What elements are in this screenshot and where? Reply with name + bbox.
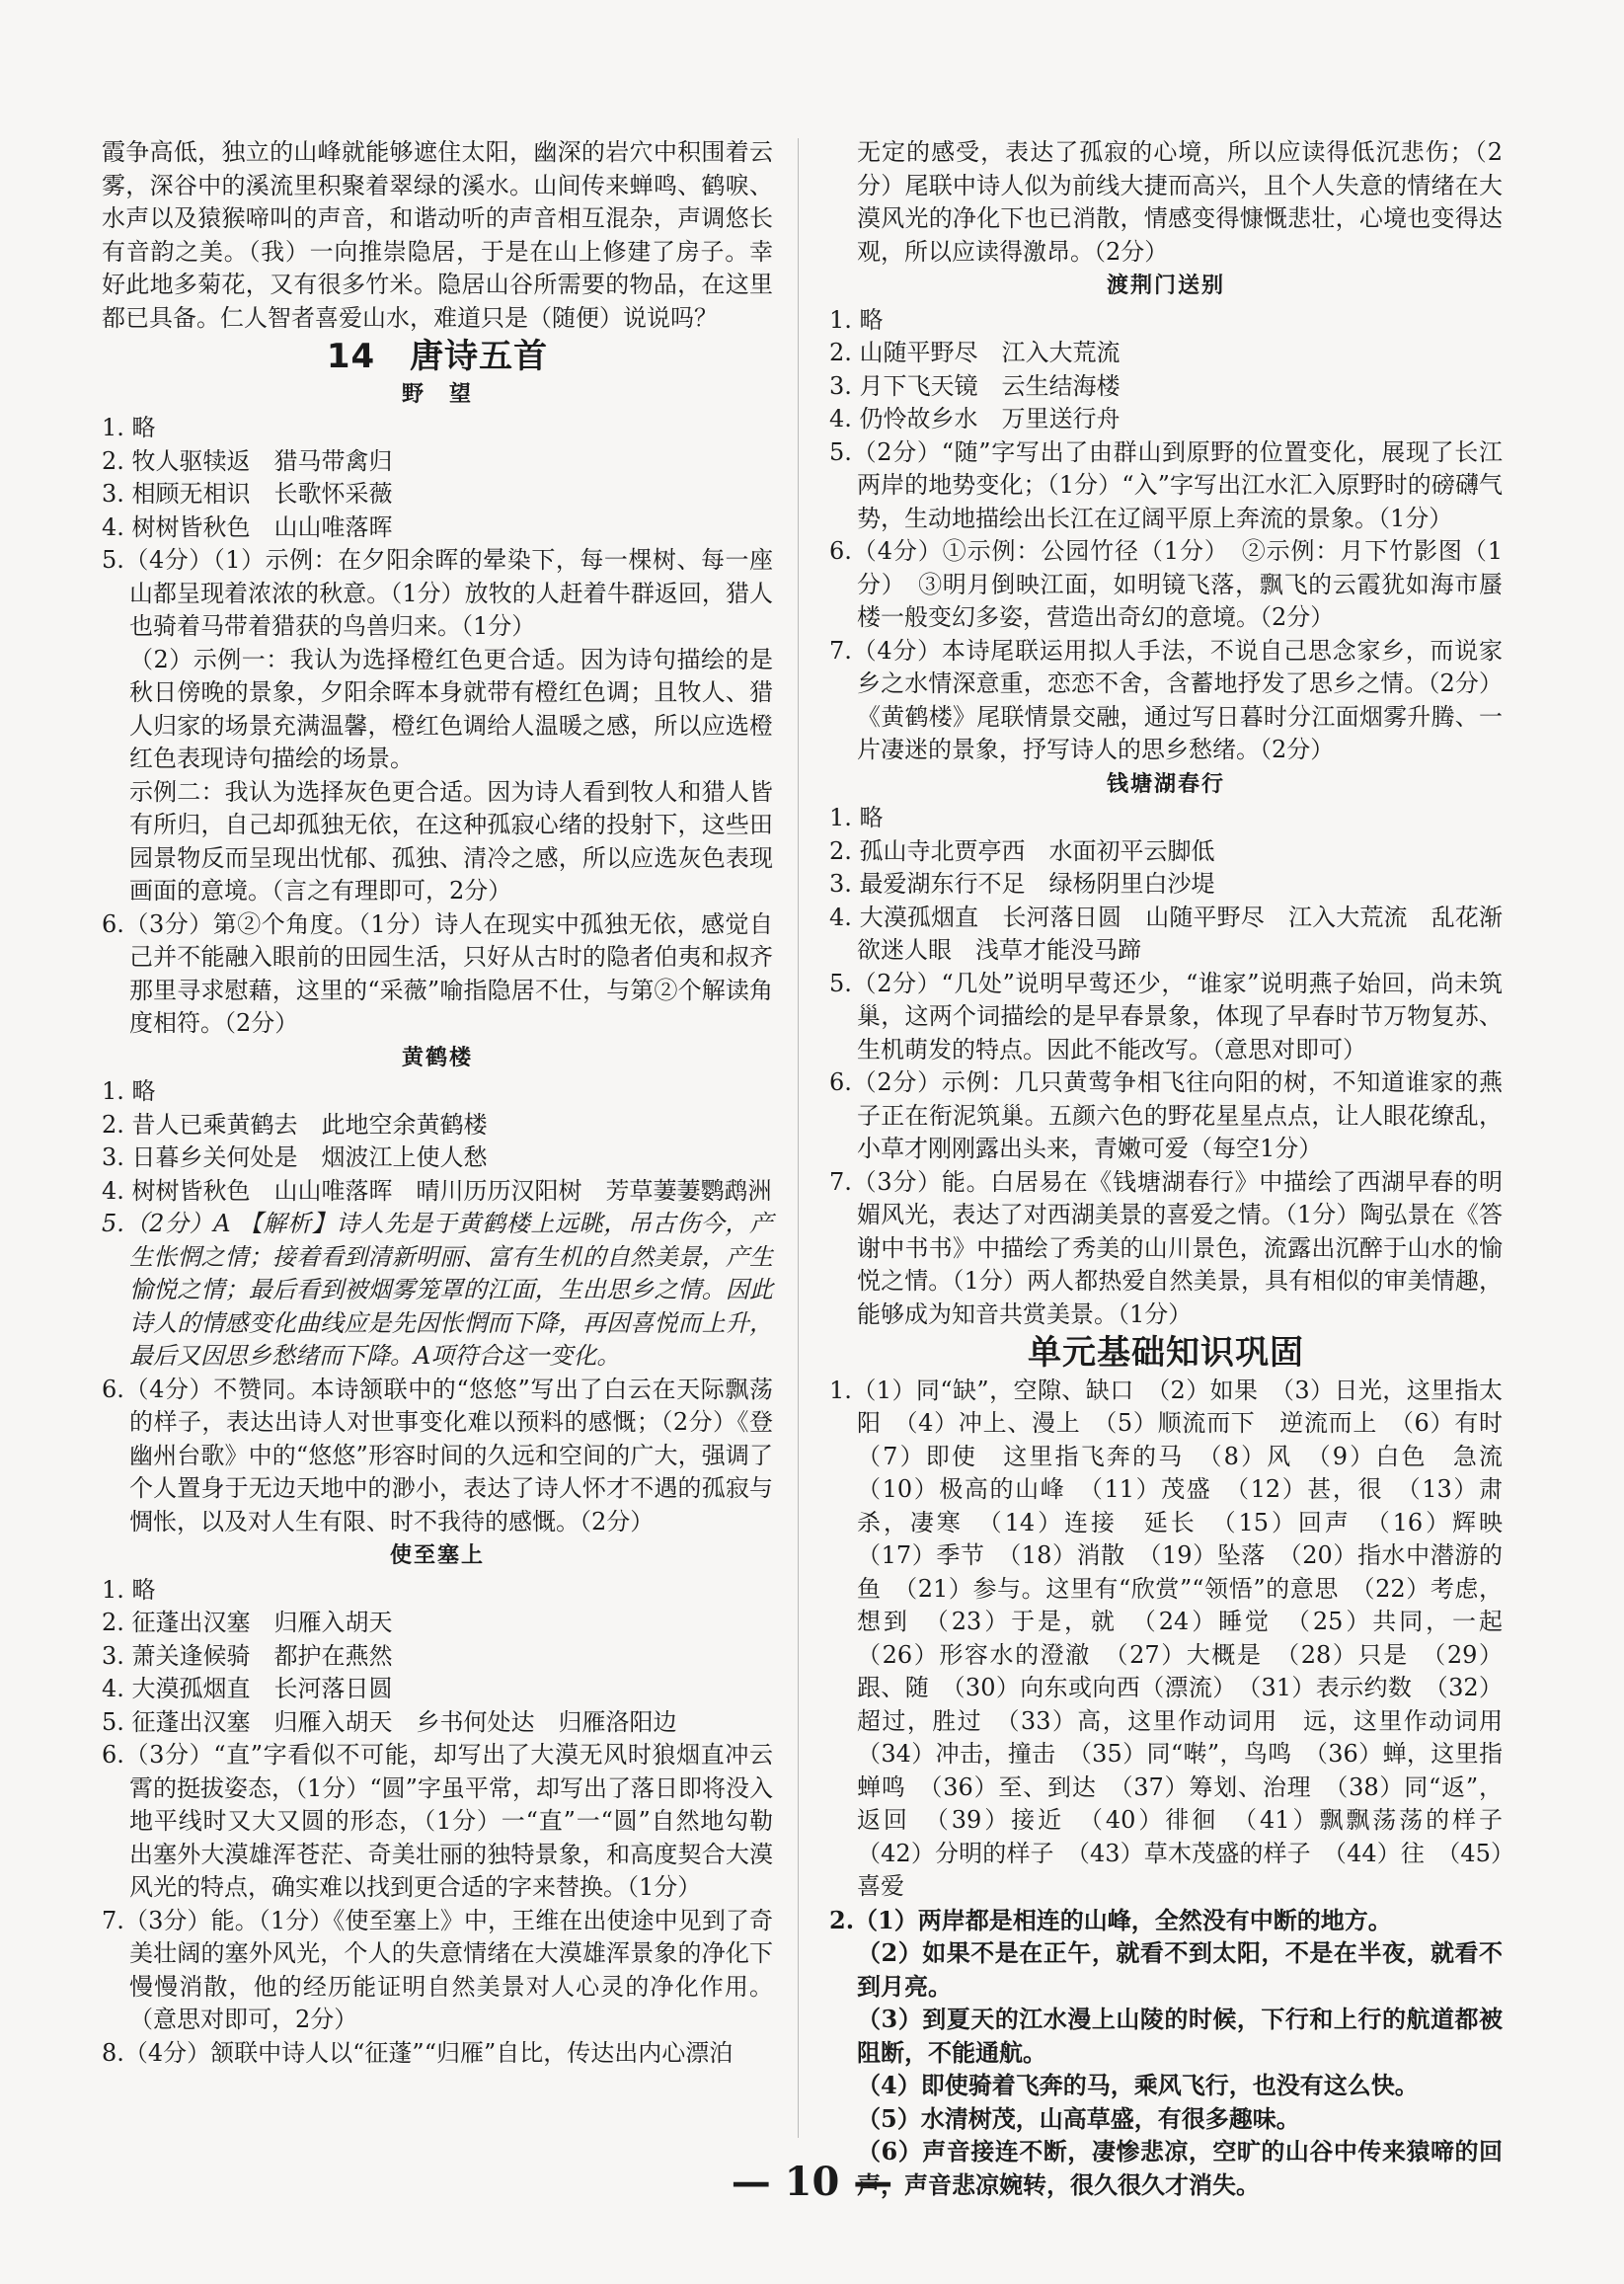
answer-item: 示例二：我认为选择灰色更合适。因为诗人看到牧人和猎人皆有所归，自己却孤独无依，在这种孤寂心绪的投射下，这些田园景物反而呈现出忧郁、孤独、清冷之感，所以应选灰色表现画面的意境。（言之有理即可，2分） xyxy=(129,777,773,905)
answer-item: （2）示例一：我认为选择橙红色更合适。因为诗句描绘的是秋日傍晚的景象，夕阳余晖本身就带有橙红色调；且牧人、猎人归家的场景充满温馨，橙红色调给人温暖之感，所以应选橙红色表现诗句描绘的场景。 xyxy=(129,645,773,772)
answer-item: 5. 征蓬出汉塞 归雁入胡天 乡书何处达 归雁洛阳边 xyxy=(102,1707,677,1736)
poem-title-dujingmen: 渡荆门送别 xyxy=(1106,274,1225,298)
answer-item: 8.（4分）颔联中诗人以“征蓬”“归雁”自比，传达出内心漂泊 xyxy=(102,2038,734,2067)
answer-item: 无定的感受，表达了孤寂的心境，所以应读得低沉悲伤；（2分）尾联中诗人似为前线大捷而高兴，且个人失意的情绪在大漠风光的净化下也已消散，情感变得慷慨悲壮，心境也变得达观，所以应读得激昂。（2分） xyxy=(857,138,1503,266)
answer-item: 1. 略 xyxy=(102,1077,156,1105)
answer-item: 2. 山随平野尽 江入大荒流 xyxy=(829,339,1121,366)
answer-item: 5.（2分）A 【解析】诗人先是于黄鹤楼上远眺，吊古伤今，产生怅惘之情；接着看到清新明丽、富有生机的自然美景，产生愉悦之情；最后看到被烟雾笼罩的江面，生出思乡之情。因此诗人的情感变化曲线应是先因怅惘而下降，再因喜悦而上升，最后又因思乡愁绪而下降。A项符合这一变化。 xyxy=(102,1210,773,1370)
answer-item: （5）水清树茂，山高草盛，有很多趣味。 xyxy=(857,2103,1300,2133)
page-number: — 10 — xyxy=(731,2159,893,2205)
answer-item: 4. 大漠孤烟直 长河落日圆 山随平野尽 江入大荒流 乱花渐欲迷人眼 浅草才能没马蹄 xyxy=(829,903,1503,964)
answer-item: 3. 日暮乡关何处是 烟波江上使人愁 xyxy=(102,1143,488,1171)
answer-item: 3. 月下飞天镜 云生结海楼 xyxy=(829,371,1121,400)
answer-item: （4）即使骑着飞奔的马，乘风飞行，也没有这么快。 xyxy=(857,2071,1419,2099)
intro-paragraph: 霞争高低，独立的山峰就能够遮住太阳，幽深的岩穴中积围着云雾，深谷中的溪流里积聚着翠绿的溪水。山间传来蝉鸣、鹤唳、水声以及猿猴啼叫的声音，和谐动听的声音相互混杂，声调悠长有音韵之美。（我）一向推崇隐居，于是在山上修建了房子。幸好此地多菊花，又有很多竹米。隐居山谷所需要的物品，在这里都已具备。仁人智者喜爱山水，难道只是（随便）说说吗？ xyxy=(102,138,773,332)
poem-title-huanghelou: 黄鹤楼 xyxy=(401,1045,473,1070)
right-column xyxy=(829,136,1526,2201)
left-column xyxy=(102,136,773,2070)
answer-item: 2. 牧人驱犊返 猎马带禽归 xyxy=(102,446,393,475)
answer-item: 7.（3分）能。白居易在《钱塘湖春行》中描绘了西湖早春的明媚风光，表达了对西湖美景的喜爱之情。（1分）陶弘景在《答谢中书书》中描绘了秀美的山川景色，流露出沉醉于山水的愉悦之情。（1分）两人都热爱自然美景，具有相似的审美情趣，能够成为知音共赏美景。（1分） xyxy=(829,1167,1503,1328)
answer-item: 4. 仍怜故乡水 万里送行舟 xyxy=(829,405,1121,433)
answer-item: 5.（2分）“随”字写出了由群山到原野的位置变化，展现了长江两岸的地势变化；（1分）“入”字写出江水汇入原野时的磅礴气势，生动地描绘出长江在辽阔平原上奔流的景象。（1分） xyxy=(829,437,1503,532)
answer-item: 3. 相顾无相识 长歌怀采薇 xyxy=(102,480,393,508)
answer-item: 2. 昔人已乘黄鹤去 此地空余黄鹤楼 xyxy=(102,1110,488,1139)
answer-item: 6.（4分）不赞同。本诗颔联中的“悠悠”写出了白云在天际飘荡的样子，表达出诗人对世事变化难以预料的感慨；（2分）《登幽州台歌》中的“悠悠”形容时间的久远和空间的广大，强调了个人置身于无边天地中的渺小，表达了诗人怀才不遇的孤寂与惆怅，以及对人生有限、时不我待的感慨。（2分） xyxy=(102,1375,773,1536)
answer-item: 2.（1）两岸都是相连的山峰，全然没有中断的地方。 xyxy=(829,1905,1392,1934)
answer-item: 2. 孤山寺北贾亭西 水面初平云脚低 xyxy=(829,836,1215,865)
column-divider xyxy=(798,138,799,2138)
answer-item: 1. 略 xyxy=(102,414,156,441)
answer-item: 4. 树树皆秋色 山山唯落晖 晴川历历汉阳树 芳草萋萋鹦鹉洲 xyxy=(102,1176,772,1205)
answer-item: 3. 最爱湖东行不足 绿杨阴里白沙堤 xyxy=(829,870,1215,898)
answer-item: （6）声音接连不断，凄惨悲凉，空旷的山谷中传来猿啼的回声，声音悲凉婉转，很久很久才消失。 xyxy=(857,2137,1503,2199)
answer-item: 1. 略 xyxy=(829,305,884,334)
answer-item: 6.（2分）示例：几只黄莺争相飞往向阳的树，不知道谁家的燕子正在衔泥筑巢。五颜六色的野花星星点点，让人眼花缭乱，小草才刚刚露出头来，青嫩可爱（每空1分） xyxy=(829,1068,1503,1162)
answer-item: 5.（2分）“几处”说明早莺还少，“谁家”说明燕子始回，尚未筑巢，这两个词描绘的是早春景象，体现了早春时节万物复苏、生机萌发的特点。因此不能改写。（意思对即可） xyxy=(829,969,1503,1063)
unit-review-heading: 单元基础知识巩固 xyxy=(1028,1333,1304,1373)
answer-item: 3. 萧关逢候骑 都护在燕然 xyxy=(102,1641,393,1670)
poem-title-qiantang: 钱塘湖春行 xyxy=(1106,771,1225,797)
answer-item: 1. 略 xyxy=(829,804,884,831)
answer-item: 5.（4分）（1）示例：在夕阳余晖的晕染下，每一棵树、每一座山都呈现着浓浓的秋意。（1分）放牧的人赶着牛群返回，猎人也骑着马带着猎获的鸟兽归来。（1分） xyxy=(102,546,773,640)
answer-item: 6.（4分）①示例：公园竹径（1分） ②示例：月下竹影图（1分） ③明月倒映江面，如明镜飞落，飘飞的云霞犹如海市蜃楼一般变幻多姿，营造出奇幻的意境。（2分） xyxy=(829,537,1503,631)
poem-title-shizhisaishang: 使至塞上 xyxy=(389,1543,485,1568)
answer-item: 1.（1）同“缺”，空隙、缺口 （2）如果 （3）日光，这里指太阳 （4）冲上、漫上 （5）顺流而下 逆流而上 （6）有时 （7）即使 这里指飞奔的马 （8）风 （9）白色 急流 （10）极高的山峰 （11）茂盛 （12）甚，很 （13）肃杀，凄寒 （14）连接 延长 （15）回声 （16）辉映 （17）季节 （18）消散 （19）坠落 （20）指水中潜游的鱼 （21）参与。这里有“欣赏”“领悟”的意思 （22）考虑，想到 （23）于是，就 （24）睡觉 （25）共同，一起 （26）形容水的澄澈 （27）大概是 （28）只是 （29）跟、随 （30）向东或向西（漂流） （31）表示约数 （32）超过，胜过 （33）高，这里作动词用 远，这里作动词用 （34）冲击，撞击 （35）同“啭”，鸟鸣 （36）蝉，这里指蝉鸣 （36）至、到达 （37）筹划、治理 （38）同“返”，返回 （39）接近 （40）徘徊 （41）飘飘荡荡的样子 （42）分明的样子 （43）草木茂盛的样子 （44）往 （45）喜爱 xyxy=(829,1376,1526,1900)
answer-item: 4. 树树皆秋色 山山唯落晖 xyxy=(102,512,393,541)
answer-item: 1. 略 xyxy=(102,1575,156,1604)
answer-item: 6.（3分）“直”字看似不可能，却写出了大漠无风时狼烟直冲云霄的挺拔姿态，（1分）“圆”字虽平常，却写出了落日即将没入地平线时又大又圆的形态，（1分）一“直”一“圆”自然地勾勒出塞外大漠雄浑苍茫、奇美壮丽的独特景象，和高度契合大漠风光的特点，确实难以找到更合适的字来替换。（1分） xyxy=(102,1741,773,1901)
answer-item: （3）到夏天的江水漫上山陵的时候，下行和上行的航道都被阻断，不能通航。 xyxy=(857,2005,1503,2067)
answer-item: 2. 征蓬出汉塞 归雁入胡天 xyxy=(102,1609,393,1636)
section-heading-tang-poems: 14 唐诗五首 xyxy=(326,337,549,376)
poem-title-yewang: 野 望 xyxy=(401,381,473,407)
answer-item: 7.（4分）本诗尾联运用拟人手法，不说自己思念家乡，而说家乡之水情深意重，恋恋不舍，含蓄地抒发了思乡之情。（2分）《黄鹤楼》尾联情景交融，通过写日暮时分江面烟雾升腾、一片凄迷的景象，抒写诗人的思乡愁绪。（2分） xyxy=(829,636,1503,763)
answer-item: 6.（3分）第②个角度。（1分）诗人在现实中孤独无依，感觉自己并不能融入眼前的田园生活，只好从古时的隐者伯夷和叔齐那里寻求慰藉，这里的“采薇”喻指隐居不仕，与第②个解读角度相符。（2分） xyxy=(102,909,773,1037)
answer-item: 7.（3分）能。（1分）《使至塞上》中，王维在出使途中见到了奇美壮阔的塞外风光，个人的失意情绪在大漠雄浑景象的净化下慢慢消散，他的经历能证明自然美景对人心灵的净化作用。（意思对即可，2分） xyxy=(102,1906,773,2033)
answer-item: 4. 大漠孤烟直 长河落日圆 xyxy=(102,1675,393,1702)
answer-item: （2）如果不是在正午，就看不到太阳，不是在半夜，就看不到月亮。 xyxy=(857,1938,1503,2001)
